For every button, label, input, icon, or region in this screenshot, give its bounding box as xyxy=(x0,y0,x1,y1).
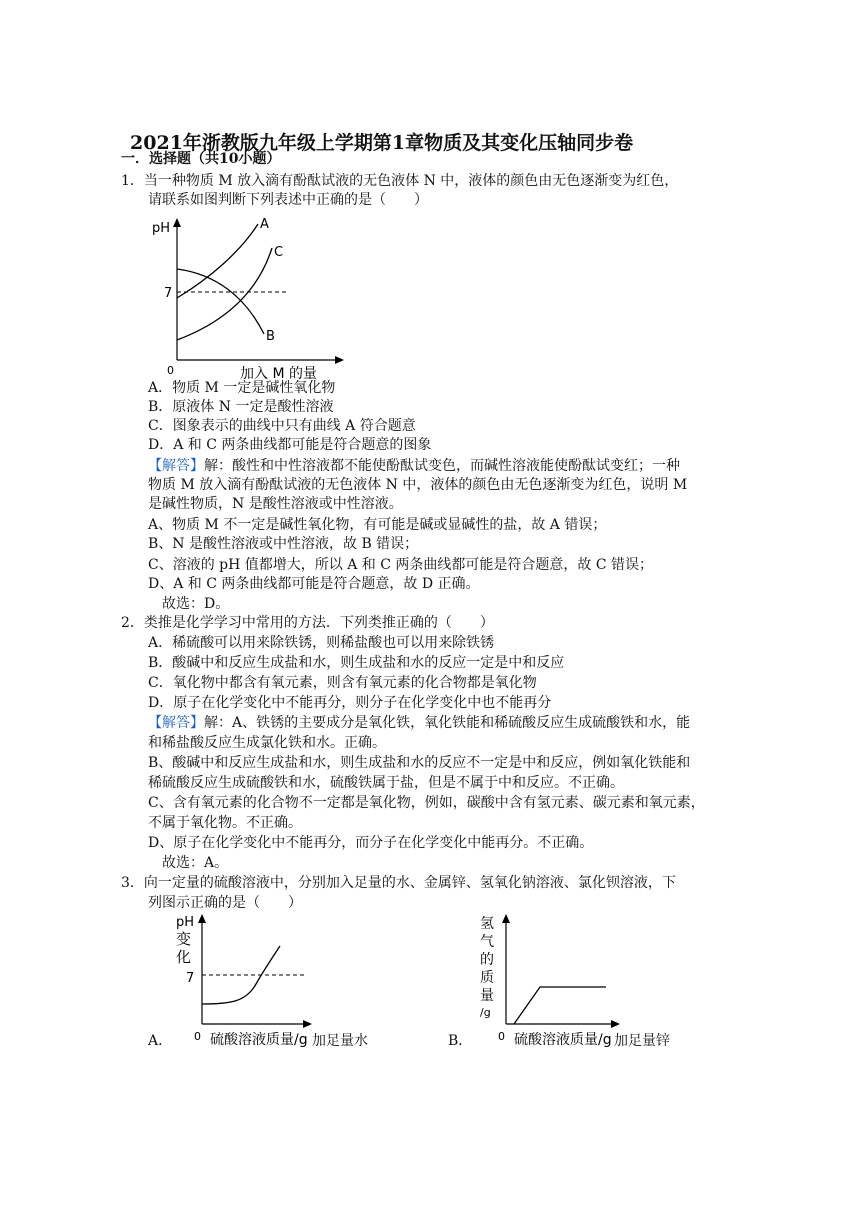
q3a-ref-label: 7 xyxy=(186,971,195,986)
q2-answer-line-1 xyxy=(148,714,690,733)
q1-option-b: B．原液体 N 一定是酸性溶液 xyxy=(148,399,334,415)
q3b-y-unit: /g xyxy=(480,1006,491,1019)
q1-curve-a xyxy=(177,224,258,298)
q3-graph-b xyxy=(474,906,634,1054)
q1-option-a: A．物质 M 一定是碱性氧化物 xyxy=(148,380,336,396)
q3b-y-label-4: 质 xyxy=(480,970,494,986)
q1-ref-label: 7 xyxy=(164,286,173,301)
q1-stem-line-2: 请联系如图判断下列表述中正确的是（ ） xyxy=(148,192,428,208)
q3a-origin-label: 0 xyxy=(194,1030,201,1043)
q3-graph-a xyxy=(168,906,318,1054)
q3b-y-label-1: 氢 xyxy=(480,916,494,932)
q1-curve-c-label: C xyxy=(274,245,284,260)
q3a-y-label-1: pH xyxy=(176,915,195,930)
q1-curve-b xyxy=(177,269,264,334)
q1-answer-line-7: D、A 和 C 两条曲线都可能是符合题意，故 D 正确。 xyxy=(148,576,480,592)
q3b-x-axis-arrow xyxy=(611,1020,620,1028)
q2-answer-line-2: 和稀盐酸反应生成氯化铁和水。正确。 xyxy=(148,735,386,751)
q1-x-axis-arrow xyxy=(335,356,344,364)
q2-option-d: D．原子在化学变化中不能再分，则分子在化学变化中也不能再分 xyxy=(148,695,552,711)
q3-stem-line-2: 列图示正确的是（ ） xyxy=(148,895,302,911)
q1-y-label: pH xyxy=(152,221,171,236)
q3b-origin-label: 0 xyxy=(498,1030,505,1043)
q1-option-c: C．图象表示的曲线中只有曲线 A 符合题意 xyxy=(148,418,416,434)
document-title: 2021年浙教版九年级上学期第1章物质及其变化压轴同步卷 xyxy=(130,132,634,154)
q1-answer-line-1 xyxy=(148,457,680,476)
q1-curve-b-label: B xyxy=(266,329,275,344)
q3a-x-axis-arrow xyxy=(303,1020,312,1028)
q1-curve-a-label: A xyxy=(260,217,269,232)
q3b-y-label-2: 气 xyxy=(480,934,494,950)
q1-answer-tag: 【解答】 xyxy=(148,458,204,474)
q1-x-label: 加入 M 的量 xyxy=(240,366,317,382)
q3-stem-line-1: 3．向一定量的硫酸溶液中，分别加入足量的水、金属锌、氢氧化钠溶液、氯化钡溶液，下 xyxy=(121,875,676,891)
q1-y-axis-arrow xyxy=(173,218,181,227)
q3b-curve xyxy=(514,987,606,1024)
q3-option-a-caption: 加足量水 xyxy=(312,1033,368,1049)
q2-answer-line-4: 稀硫酸反应生成硫酸铁和水，硫酸铁属于盐，但是不属于中和反应。不正确。 xyxy=(148,775,624,791)
q3a-y-label-3: 化 xyxy=(176,948,192,966)
section-heading: 一．选择题（共10小题） xyxy=(121,151,281,167)
q2-stem: 2．类推是化学学习中常用的方法．下列类推正确的（ ） xyxy=(121,615,494,631)
q1-stem-line-1: 1．当一种物质 M 放入滴有酚酞试液的无色液体 N 中，液体的颜色由无色逐渐变为红色， xyxy=(121,173,679,189)
q1-origin-label: 0 xyxy=(167,364,174,377)
q2-answer-line-7: D、原子在化学变化中不能再分，而分子在化学变化中能再分。不正确。 xyxy=(148,835,594,851)
q1-option-d: D．A 和 C 两条曲线都可能是符合题意的图象 xyxy=(148,437,432,453)
q2-option-c: C．氧化物中都含有氧元素，则含有氧元素的化合物都是氧化物 xyxy=(148,675,537,691)
q3a-y-axis-arrow xyxy=(198,914,206,923)
q3-option-b-label: B． xyxy=(448,1033,473,1049)
q3-option-a-label: A． xyxy=(148,1033,173,1049)
q3b-x-label: 硫酸溶液质量/g xyxy=(514,1032,612,1048)
q1-answer-line-4: A、物质 M 不一定是碱性氧化物，有可能是碱或显碱性的盐，故 A 错误； xyxy=(148,517,607,533)
q1-answer-line-8: 故选：D。 xyxy=(162,596,230,612)
q1-answer-line-6: C、溶液的 pH 值都增大，所以 A 和 C 两条曲线都可能是符合题意，故 C 错误； xyxy=(148,557,654,573)
q1-answer-text-1: 解：酸性和中性溶液都不能使酚酞试变色，而碱性溶液能使酚酞试变红；一种 xyxy=(204,458,680,474)
q3a-y-label-2: 变 xyxy=(176,930,192,948)
q3a-x-label: 硫酸溶液质量/g xyxy=(210,1032,308,1048)
q2-option-b: B．酸碱中和反应生成盐和水，则生成盐和水的反应一定是中和反应 xyxy=(148,655,565,671)
q1-answer-line-2: 物质 M 放入滴有酚酞试液的无色液体 N 中，液体的颜色由无色逐渐变为红色，说明 M xyxy=(148,477,688,493)
q2-answer-line-6: 不属于氧化物。不正确。 xyxy=(148,815,302,831)
q2-option-a: A．稀硫酸可以用来除铁锈，则稀盐酸也可以用来除铁锈 xyxy=(148,635,495,651)
q2-answer-line-8: 故选：A。 xyxy=(162,855,229,871)
q1-curve-c xyxy=(177,248,272,340)
q2-answer-line-3: B、酸碱中和反应生成盐和水，则生成盐和水的反应不一定是中和反应，例如氧化铁能和 xyxy=(148,755,691,771)
q3b-y-label-5: 量 xyxy=(480,988,494,1004)
q1-ph-graph xyxy=(140,212,360,382)
q1-answer-line-5: B、N 是酸性溶液或中性溶液，故 B 错误； xyxy=(148,536,419,552)
q2-answer-tag: 【解答】 xyxy=(148,715,204,731)
q3b-y-axis-arrow xyxy=(502,914,510,923)
q3-option-b-caption: 加足量锌 xyxy=(614,1033,670,1049)
q2-answer-text-1: 解：A、铁锈的主要成分是氧化铁，氧化铁能和稀硫酸反应生成硫酸铁和水，能 xyxy=(204,715,691,731)
q2-answer-line-5: C、含有氧元素的化合物不一定都是氧化物，例如，碳酸中含有氢元素、碳元素和氧元素， xyxy=(148,795,705,811)
q1-answer-line-3: 是碱性物质，N 是酸性溶液或中性溶液。 xyxy=(148,496,403,512)
q3b-y-label-3: 的 xyxy=(480,952,494,968)
